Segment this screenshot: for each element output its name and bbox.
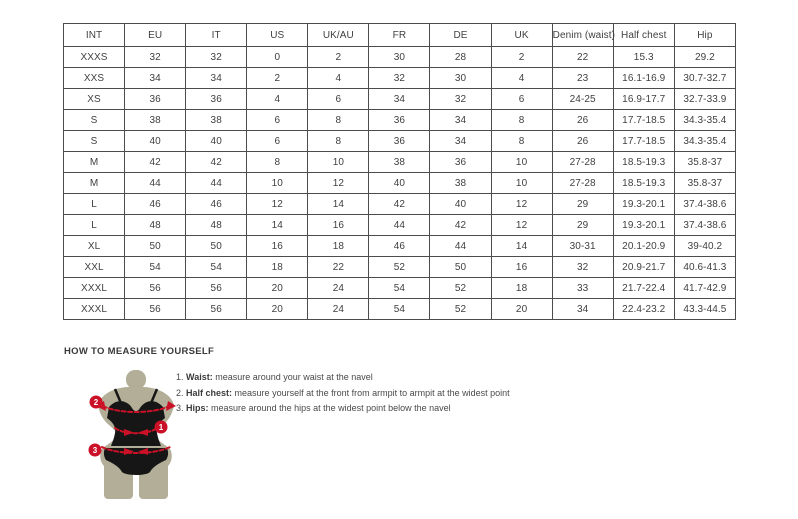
table-cell: 28 (430, 47, 491, 68)
table-cell: 46 (125, 194, 186, 215)
table-cell: 38 (186, 110, 247, 131)
step-term: Hips: (186, 403, 209, 413)
table-cell: 48 (186, 215, 247, 236)
table-cell: 18.5-19.3 (613, 173, 674, 194)
step-number: 2. (176, 387, 184, 398)
table-cell: 52 (430, 299, 491, 320)
table-cell: 42 (369, 194, 430, 215)
table-cell: 18 (308, 236, 369, 257)
column-header: DE (430, 24, 491, 47)
table-cell: 20 (247, 299, 308, 320)
table-cell: 18.5-19.3 (613, 152, 674, 173)
table-cell: 24-25 (552, 89, 613, 110)
table-cell: 17.7-18.5 (613, 110, 674, 131)
table-cell: 42 (430, 215, 491, 236)
table-cell: 14 (247, 215, 308, 236)
table-cell: 8 (308, 131, 369, 152)
table-cell: M (64, 152, 125, 173)
table-cell: 20.1-20.9 (613, 236, 674, 257)
step-term: Waist: (186, 372, 213, 382)
table-cell: 37.4-38.6 (674, 194, 735, 215)
table-cell: 14 (491, 236, 552, 257)
table-cell: 54 (125, 257, 186, 278)
table-cell: 26 (552, 131, 613, 152)
table-cell: 32 (369, 68, 430, 89)
table-cell: XXXS (64, 47, 125, 68)
table-cell: 10 (491, 173, 552, 194)
size-chart-header-row (64, 24, 736, 47)
table-cell: 42 (125, 152, 186, 173)
table-cell: 16.9-17.7 (613, 89, 674, 110)
table-cell: 26 (552, 110, 613, 131)
table-cell: 19.3-20.1 (613, 194, 674, 215)
table-cell: 40 (125, 131, 186, 152)
table-cell: 8 (247, 152, 308, 173)
table-cell: 22.4-23.2 (613, 299, 674, 320)
table-cell: 56 (186, 278, 247, 299)
column-header: UK (491, 24, 552, 47)
table-cell: 52 (430, 278, 491, 299)
table-cell: 32 (552, 257, 613, 278)
step-number: 1. (176, 372, 184, 382)
table-cell: 34 (552, 299, 613, 320)
table-cell: 34.3-35.4 (674, 110, 735, 131)
column-header: Denim (waist) (552, 24, 613, 47)
table-cell: XXXL (64, 299, 125, 320)
table-row (64, 194, 736, 215)
waist-badge-number: 1 (158, 423, 164, 432)
table-cell: 19.3-20.1 (613, 215, 674, 236)
table-cell: 6 (491, 89, 552, 110)
column-header: UK/AU (308, 24, 369, 47)
step-text: measure around your waist at the navel (212, 372, 373, 382)
column-header: EU (125, 24, 186, 47)
table-cell: 32 (125, 47, 186, 68)
table-cell: 15.3 (613, 47, 674, 68)
table-cell: XXXL (64, 278, 125, 299)
table-cell: 32 (430, 89, 491, 110)
table-cell: 24 (308, 278, 369, 299)
table-cell: 38 (430, 173, 491, 194)
table-cell: 29 (552, 194, 613, 215)
size-chart-table (63, 23, 736, 320)
table-cell: 34 (369, 89, 430, 110)
table-cell: 33 (552, 278, 613, 299)
table-row (64, 299, 736, 320)
table-cell: 6 (247, 131, 308, 152)
table-row (64, 215, 736, 236)
column-header: US (247, 24, 308, 47)
table-cell: 54 (369, 299, 430, 320)
table-cell: 44 (369, 215, 430, 236)
table-cell: 36 (125, 89, 186, 110)
table-cell: 56 (125, 299, 186, 320)
table-cell: 10 (491, 152, 552, 173)
table-cell: 50 (186, 236, 247, 257)
table-cell: 44 (186, 173, 247, 194)
table-cell: 40 (186, 131, 247, 152)
table-cell: 50 (430, 257, 491, 278)
table-cell: S (64, 110, 125, 131)
table-cell: 22 (308, 257, 369, 278)
column-header: Hip (674, 24, 735, 47)
table-cell: 54 (369, 278, 430, 299)
table-row (64, 236, 736, 257)
table-cell: 12 (491, 215, 552, 236)
table-cell: 32.7-33.9 (674, 89, 735, 110)
table-row (64, 47, 736, 68)
table-cell: 20 (491, 299, 552, 320)
table-cell: 34 (186, 68, 247, 89)
table-cell: 27-28 (552, 173, 613, 194)
table-cell: 17.7-18.5 (613, 131, 674, 152)
measure-steps-list (176, 372, 510, 419)
table-cell: 4 (308, 68, 369, 89)
measure-step-half-chest (176, 388, 510, 398)
step-text: measure around the hips at the widest point below the navel (208, 403, 451, 413)
table-cell: 2 (491, 47, 552, 68)
table-cell: 52 (369, 257, 430, 278)
table-cell: 34 (430, 131, 491, 152)
table-cell: S (64, 131, 125, 152)
step-number: 3. (176, 403, 184, 413)
how-to-measure-title: HOW TO MEASURE YOURSELF (64, 346, 215, 357)
table-cell: 42 (186, 152, 247, 173)
marker-badge-waist (155, 421, 168, 434)
table-cell: 40.6-41.3 (674, 257, 735, 278)
table-cell: 6 (247, 110, 308, 131)
table-row (64, 89, 736, 110)
table-cell: 38 (369, 152, 430, 173)
table-cell: 30 (369, 47, 430, 68)
column-header: FR (369, 24, 430, 47)
measurement-figure (84, 369, 190, 502)
table-cell: 4 (491, 68, 552, 89)
table-cell: 2 (308, 47, 369, 68)
table-cell: 41.7-42.9 (674, 278, 735, 299)
table-cell: 27-28 (552, 152, 613, 173)
table-cell: L (64, 194, 125, 215)
column-header: IT (186, 24, 247, 47)
table-cell: 12 (247, 194, 308, 215)
table-cell: 2 (247, 68, 308, 89)
table-cell: 6 (308, 89, 369, 110)
marker-badge-hips (89, 444, 102, 457)
table-cell: 16 (491, 257, 552, 278)
table-cell: M (64, 173, 125, 194)
table-cell: L (64, 215, 125, 236)
table-cell: 18 (491, 278, 552, 299)
table-cell: 8 (308, 110, 369, 131)
table-cell: 35.8-37 (674, 152, 735, 173)
table-cell: XXL (64, 257, 125, 278)
table-cell: 36 (186, 89, 247, 110)
table-cell: 44 (125, 173, 186, 194)
table-cell: 38 (125, 110, 186, 131)
table-cell: 34.3-35.4 (674, 131, 735, 152)
table-cell: 8 (491, 131, 552, 152)
table-cell: 36 (369, 131, 430, 152)
table-row (64, 257, 736, 278)
table-cell: 20 (247, 278, 308, 299)
table-cell: 35.8-37 (674, 173, 735, 194)
table-row (64, 68, 736, 89)
table-cell: 14 (308, 194, 369, 215)
table-cell: 16 (308, 215, 369, 236)
table-cell: 34 (430, 110, 491, 131)
table-row (64, 152, 736, 173)
table-cell: 22 (552, 47, 613, 68)
table-cell: 56 (125, 278, 186, 299)
table-cell: 46 (369, 236, 430, 257)
table-cell: 32 (186, 47, 247, 68)
table-cell: 10 (247, 173, 308, 194)
table-cell: 24 (308, 299, 369, 320)
table-cell: 37.4-38.6 (674, 215, 735, 236)
table-cell: 16 (247, 236, 308, 257)
table-cell: 43.3-44.5 (674, 299, 735, 320)
table-row (64, 131, 736, 152)
mannequin-neck (126, 370, 146, 389)
table-cell: 30.7-32.7 (674, 68, 735, 89)
table-row (64, 173, 736, 194)
marker-badge-chest (90, 396, 103, 409)
table-row (64, 110, 736, 131)
column-header: INT (64, 24, 125, 47)
table-cell: 40 (369, 173, 430, 194)
table-cell: 16.1-16.9 (613, 68, 674, 89)
table-cell: 56 (186, 299, 247, 320)
table-cell: 10 (308, 152, 369, 173)
table-cell: 23 (552, 68, 613, 89)
table-row (64, 278, 736, 299)
table-cell: 4 (247, 89, 308, 110)
size-chart-body (64, 47, 736, 320)
measure-step-waist (176, 372, 510, 382)
measure-step-hips (176, 403, 510, 413)
table-cell: 29 (552, 215, 613, 236)
table-cell: 0 (247, 47, 308, 68)
table-cell: 36 (369, 110, 430, 131)
table-cell: XS (64, 89, 125, 110)
table-cell: XXS (64, 68, 125, 89)
mannequin-illustration (84, 369, 190, 502)
table-cell: 46 (186, 194, 247, 215)
table-cell: 12 (308, 173, 369, 194)
step-term: Half chest: (186, 387, 233, 398)
table-cell: 8 (491, 110, 552, 131)
table-cell: 44 (430, 236, 491, 257)
table-cell: XL (64, 236, 125, 257)
step-text: measure yourself at the front from armpit to armpit at the widest point (232, 387, 510, 398)
table-cell: 12 (491, 194, 552, 215)
table-cell: 30-31 (552, 236, 613, 257)
table-cell: 50 (125, 236, 186, 257)
table-cell: 34 (125, 68, 186, 89)
table-cell: 39-40.2 (674, 236, 735, 257)
table-cell: 18 (247, 257, 308, 278)
table-cell: 21.7-22.4 (613, 278, 674, 299)
hips-badge-number: 3 (92, 446, 98, 455)
table-cell: 36 (430, 152, 491, 173)
table-cell: 54 (186, 257, 247, 278)
table-cell: 20.9-21.7 (613, 257, 674, 278)
chest-badge-number: 2 (93, 398, 99, 407)
table-cell: 30 (430, 68, 491, 89)
column-header: Half chest (613, 24, 674, 47)
table-cell: 48 (125, 215, 186, 236)
table-cell: 29.2 (674, 47, 735, 68)
table-cell: 40 (430, 194, 491, 215)
